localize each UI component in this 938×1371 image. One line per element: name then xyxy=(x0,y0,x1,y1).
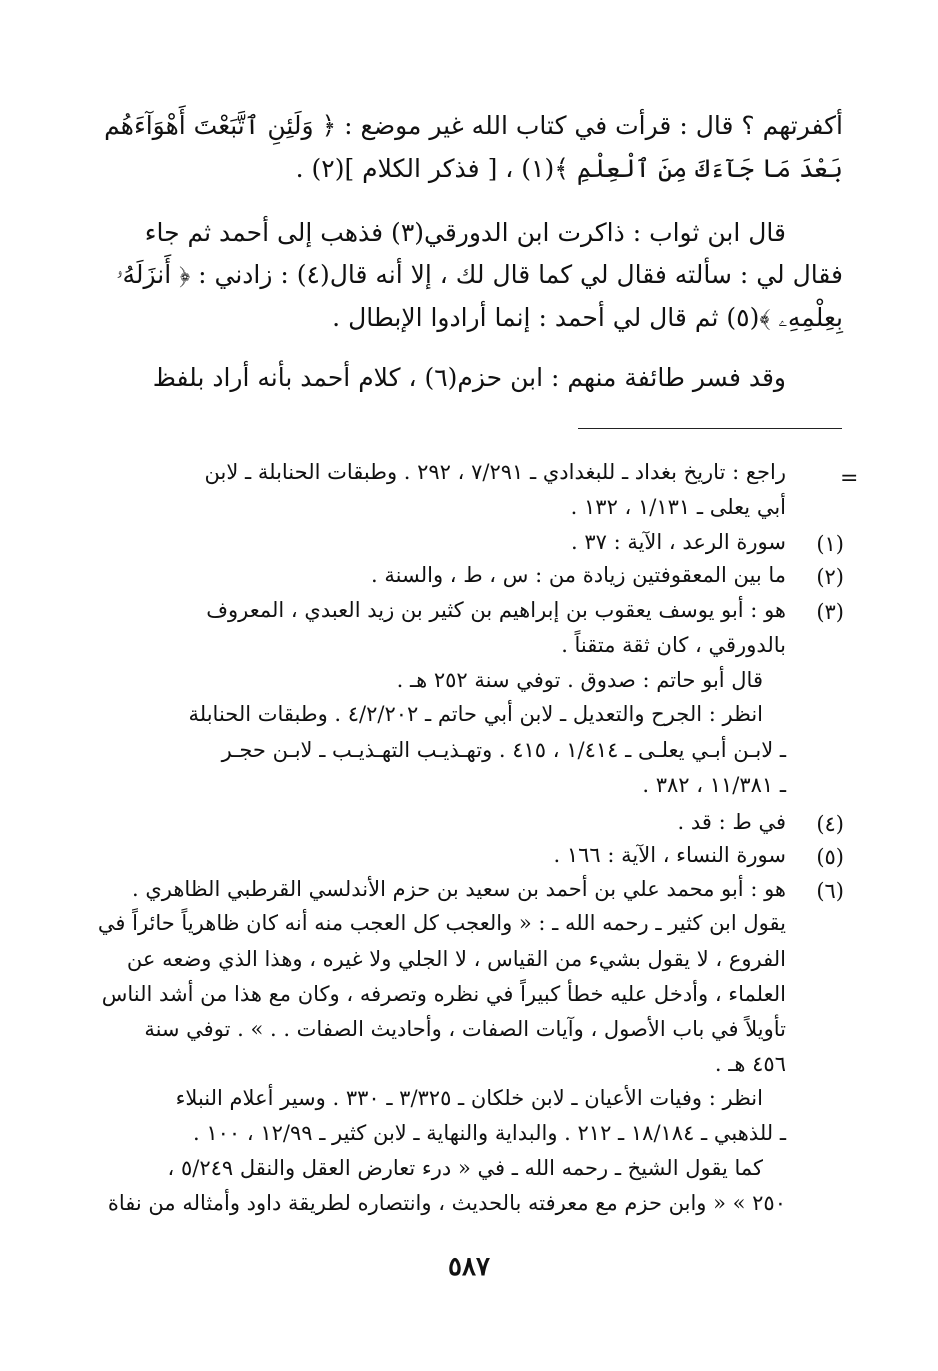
footnote-number: (٣) xyxy=(816,600,844,624)
main-text-line: أكفرتهم ؟ قال : قرأت في كتاب الله غير موضع : ﴿ وَلَئِنِ ٱتَّبَعْتَ أَهْوَآءَهُم xyxy=(104,111,843,140)
footnote-6: انظر : وفيات الأعيان ـ لابن خلكان ـ ٣/٣٢٥ ـ ٣٣٠ . وسير أعلام النبلاء xyxy=(175,1086,763,1110)
footnote-6: ـ للذهبي ـ ١٨/١٨٤ ـ ٢١٢ . والبداية والنهاية ـ لابن كثير ـ ١٢/٩٩ ، ١٠٠ . xyxy=(192,1121,786,1145)
footnote-4: في ط : قد . xyxy=(677,810,786,834)
footnote-5: سورة النساء ، الآية : ١٦٦ . xyxy=(553,843,786,867)
footnote-6: ٤٥٦ هـ . xyxy=(714,1052,786,1076)
footnote-number: (٦) xyxy=(816,879,844,903)
footnote-6: هو : أبو محمد علي بن أحمد بن سعيد بن حزم الأندلسي القرطبي الظاهري . xyxy=(131,877,786,901)
footnote-3: قال أبو حاتم : صدوق . توفي سنة ٢٥٢ هـ . xyxy=(396,668,763,692)
footnote-separator xyxy=(578,428,842,429)
footnote-number: (٥) xyxy=(816,845,844,869)
footnote-number: (٤) xyxy=(816,812,844,836)
footnote-3: هو : أبو يوسف يعقوب بن إبراهيم بن كثير بن زيد العبدي ، المعروف xyxy=(206,598,786,622)
footnote-6: الفروع ، لا يقول بشيء من القياس ، لا الجلي ولا غيره ، وهذا الذي وضعه عن xyxy=(126,947,786,971)
footnote-3: ـ ١١/٣٨١ ، ٣٨٢ . xyxy=(642,773,786,797)
footnote-line: أبي يعلى ـ ١/١٣١ ، ١٣٢ . xyxy=(570,495,786,519)
footnote-number: (١) xyxy=(816,532,844,556)
footnote-6: تأويلاً في باب الأصول ، وآيات الصفات ، وأحاديث الصفات . . » . توفي سنة xyxy=(144,1017,786,1041)
footnote-6: العلماء ، وأدخل عليه خطأ كبيراً في نظره وتصرفه ، وكان مع هذا من أشد الناس xyxy=(101,982,786,1006)
main-text-line: قال ابن ثواب : ذاكرت ابن الدورقي(٣) فذهب إلى أحمد ثم جاء xyxy=(144,218,786,247)
footnote-2: ما بين المعقوفتين زيادة من : س ، ط ، والسنة . xyxy=(371,563,786,587)
page-number: ٥٨٧ xyxy=(448,1252,490,1282)
footnote-6: ٢٥٠ » « وابن حزم مع معرفته بالحديث ، وانتصاره لطريقة داود وأمثاله من نفاة xyxy=(107,1191,786,1215)
main-text-line: فقال لي : سألته فقال لي كما قال لك ، إلا أنه قال(٤) : زادني : ﴿ أَنزَلَهُۥ xyxy=(116,260,843,289)
footnote-number: (٢) xyxy=(816,565,844,589)
footnote-3: انظر : الجرح والتعديل ـ لابن أبي حاتم ـ ٤/٢/٢٠٢ . وطبقات الحنابلة xyxy=(188,702,763,726)
footnote-6: يقول ابن كثير ـ رحمه الله ـ : « والعجب كل العجب منه أنه كان ظاهرياً حائراً في xyxy=(97,911,786,935)
main-text-line: بَعْدَ مَا جَآءَكَ مِنَ ٱلْعِلْمِ ﴾(١) ، [ فذكر الكلام ](٢) . xyxy=(295,154,843,183)
footnote-line: راجع : تاريخ بغداد ـ للبغدادي ـ ٧/٢٩١ ، ٢٩٢ . وطبقات الحنابلة ـ لابن xyxy=(204,460,786,484)
footnote-3: ـ لابـن أبـي يعلـى ـ ١/٤١٤ ، ٤١٥ . وتهـذيـب التهـذيـب ـ لابـن حجـر xyxy=(221,738,786,762)
footnote-1: سورة الرعد ، الآية : ٣٧ . xyxy=(570,530,786,554)
main-text-line: بِعِلْمِهِۦ ﴾(٥) ثم قال لي أحمد : إنما أرادوا الإبطال . xyxy=(332,303,843,332)
main-text-line: وقد فسر طائفة منهم : ابن حزم(٦) ، كلام أحمد بأنه أراد بلفظ xyxy=(152,363,786,392)
footnote-3: بالدورقي ، كان ثقة متقناً . xyxy=(561,633,786,657)
footnote-6: كما يقول الشيخ ـ رحمه الله ـ في « درء تعارض العقل والنقل ٥/٢٤٩ ، xyxy=(167,1156,763,1180)
continuation-marker: = xyxy=(840,466,859,491)
